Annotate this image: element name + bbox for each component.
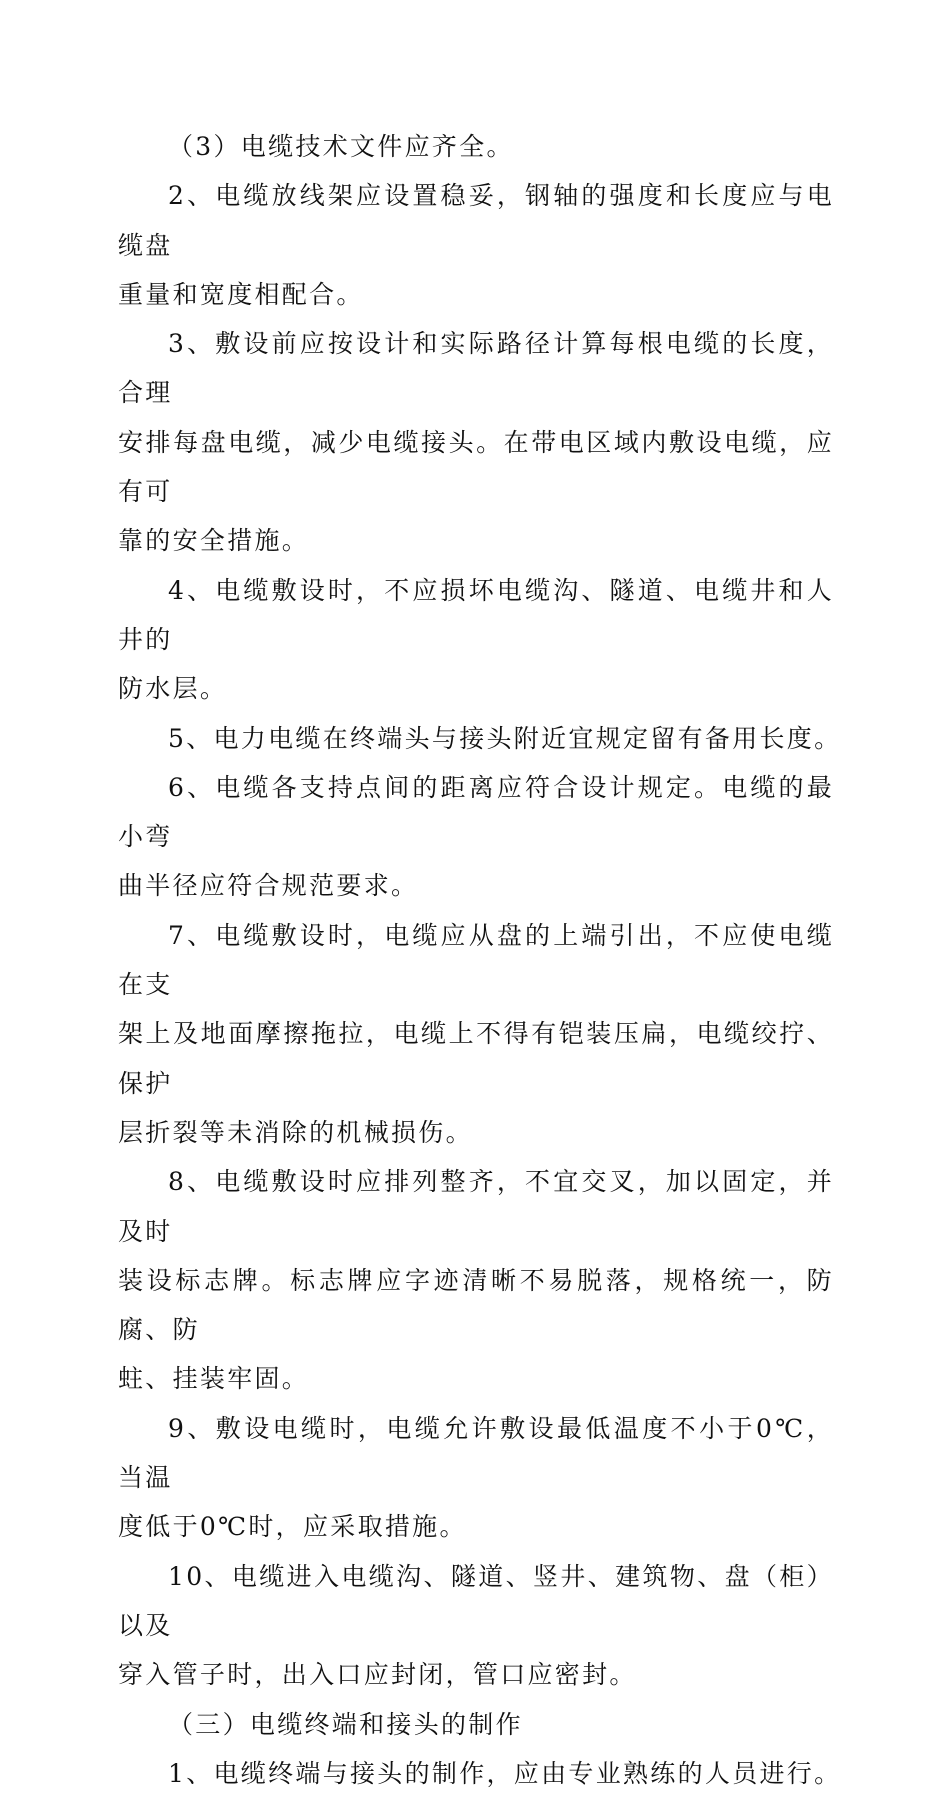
text-line: 靠的安全措施。 [118,526,310,556]
text-line: 防水层。 [118,674,228,704]
text-line: 层折裂等未消除的机械损伤。 [118,1117,473,1147]
text-line: 曲半径应符合规范要求。 [118,871,419,901]
paragraph-10-entry-sealing [118,1552,834,1700]
paragraph-7-laying-method [118,911,834,1157]
text-line: 7、电缆敷设时，电缆应从盘的上端引出，不应使电缆在支 [118,920,834,1000]
paragraph-4-waterproof [118,566,834,714]
text-line: 6、电缆各支持点间的距离应符合设计规定。电缆的最小弯 [118,772,834,852]
paragraph-9-temperature [118,1404,834,1552]
text-line: 10、电缆进入电缆沟、隧道、竖井、建筑物、盘（柜）以及 [118,1561,834,1640]
section-heading-terminations [118,1700,834,1749]
text-line: 2、电缆放线架应设置稳妥，钢轴的强度和长度应与电缆盘 [118,181,834,260]
paragraph-5-spare-length [118,714,842,763]
text-line: 8、电缆敷设时应排列整齐，不宜交叉，加以固定，并及时 [118,1167,834,1246]
text-line: 5、电力电缆在终端头与接头附近宜规定留有备用长度。 [168,723,842,753]
paragraph-6-support-distance [118,763,834,911]
text-line: 安排每盘电缆，减少电缆接头。在带电区域内敷设电缆，应有可 [118,427,834,507]
document-body [118,122,842,1798]
text-line: （3）电缆技术文件应齐全。 [168,132,514,161]
text-line: 蛀、挂装牢固。 [118,1364,310,1394]
heading-text: （三）电缆终端和接头的制作 [168,1709,523,1739]
paragraph-1-skilled-staff [118,1749,842,1798]
text-line: 度低于0℃时，应采取措施。 [118,1512,467,1542]
paragraph-2-cable-rack [118,171,834,319]
text-line: 重量和宽度相配合。 [118,279,364,309]
paragraph-8-arrangement [118,1157,834,1403]
paragraph-tech-docs [118,122,834,171]
text-line: 架上及地面摩擦拖拉，电缆上不得有铠装压扁，电缆绞拧、保护 [118,1019,834,1098]
text-line: 1、电缆终端与接头的制作，应由专业熟练的人员进行。 [168,1758,842,1788]
paragraph-3-length-calc [118,319,834,565]
text-line: 穿入管子时，出入口应封闭，管口应密封。 [118,1660,637,1690]
text-line: 9、敷设电缆时，电缆允许敷设最低温度不小于0℃，当温 [118,1413,834,1493]
text-line: 3、敷设前应按设计和实际路径计算每根电缆的长度，合理 [118,329,834,408]
text-line: 装设标志牌。标志牌应字迹清晰不易脱落，规格统一，防腐、防 [118,1265,834,1345]
text-line: 4、电缆敷设时，不应损坏电缆沟、隧道、电缆井和人井的 [118,575,834,654]
